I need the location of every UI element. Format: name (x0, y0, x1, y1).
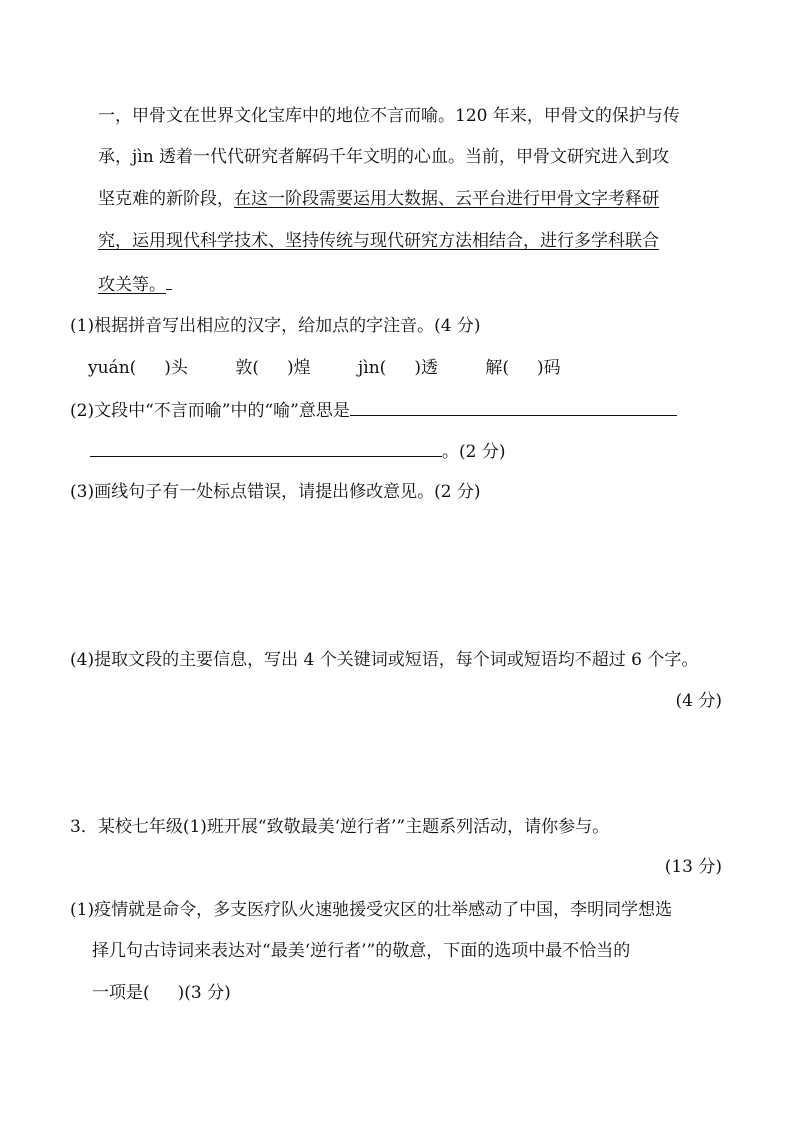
score-text: (4 分) (675, 691, 722, 711)
pinyin-item-1 (88, 358, 193, 378)
question-text: (1)根据拼音写出相应的汉字，给加点的字注音。(4 分) (70, 316, 481, 336)
passage-line-4 (98, 229, 659, 253)
question-text: 择几句古诗词来表达对“最美‘逆行者’”的敬意，下面的选项中最不恰当的 (92, 941, 631, 961)
question-1-prompt (70, 314, 481, 338)
answer-line[interactable] (350, 397, 677, 416)
question-2-continuation (90, 438, 505, 464)
score-text: 。(2 分) (442, 442, 506, 462)
item-open: 解( (485, 358, 509, 378)
question-4-score (676, 689, 722, 713)
underlined-sentence: 攻关等。 (98, 275, 166, 295)
pinyin-item-3 (358, 358, 443, 378)
passage-line-5 (98, 271, 172, 297)
question-2-prompt (70, 397, 677, 423)
item-open: yuán( (88, 358, 137, 378)
item-close: )头 (164, 358, 188, 378)
underlined-sentence: 在这一阶段需要运用大数据、云平台进行甲骨文字考释研 (234, 189, 659, 209)
section-3-sub1-line2 (92, 939, 630, 963)
question-1-items (88, 356, 561, 380)
section-3-heading (70, 815, 609, 839)
section-title: 3．某校七年级(1)班开展“致敬最美‘逆行者’”主题系列活动，请你参与。 (70, 817, 610, 837)
question-text: (3)画线句子有一处标点错误，请提出修改意见。(2 分) (70, 482, 481, 502)
item-close: )码 (537, 358, 561, 378)
section-3-score (665, 855, 722, 879)
question-text: (2)文段中“不言而喻”中的“喻”意思是 (70, 401, 350, 421)
question-text: 一项是( (92, 983, 150, 1003)
question-text: (1)疫情就是命令，多支医疗队火速驰援受灾区的壮举感动了中国，李明同学想选 (70, 900, 673, 920)
underline-tail (166, 271, 172, 290)
section-3-sub1-line1 (70, 898, 672, 922)
item-close: )透 (414, 358, 438, 378)
score-text: )(3 分) (177, 983, 231, 1003)
passage-text: 承，jìn 透着一代代研究者解码千年文明的心血。当前，甲骨文研究进入到攻 (98, 147, 670, 167)
question-3-prompt (70, 480, 481, 504)
item-open: 敦( (235, 358, 259, 378)
section-3-sub1-line3 (92, 981, 231, 1005)
answer-line[interactable] (90, 438, 442, 457)
passage-text: 坚克难的新阶段， (98, 189, 234, 209)
pinyin-item-4 (485, 358, 560, 378)
passage-text: 一，甲骨文在世界文化宝库中的地位不言而喻。120 年来，甲骨文的保护与传 (98, 106, 680, 126)
underlined-sentence: 究，运用现代科学技术、坚持传统与现代研究方法相结合，进行多学科联合 (98, 231, 659, 251)
passage-line-2 (98, 145, 669, 169)
item-close: )煌 (286, 358, 311, 378)
passage-line-1 (98, 104, 680, 128)
score-text: (13 分) (664, 857, 722, 877)
question-4-prompt (70, 648, 698, 672)
item-open: jìn( (358, 358, 387, 378)
pinyin-item-2 (235, 358, 316, 378)
question-text: (4)提取文段的主要信息，写出 4 个关键词或短语，每个词或短语均不超过 6 个字。 (70, 650, 699, 670)
passage-line-3 (98, 187, 659, 211)
